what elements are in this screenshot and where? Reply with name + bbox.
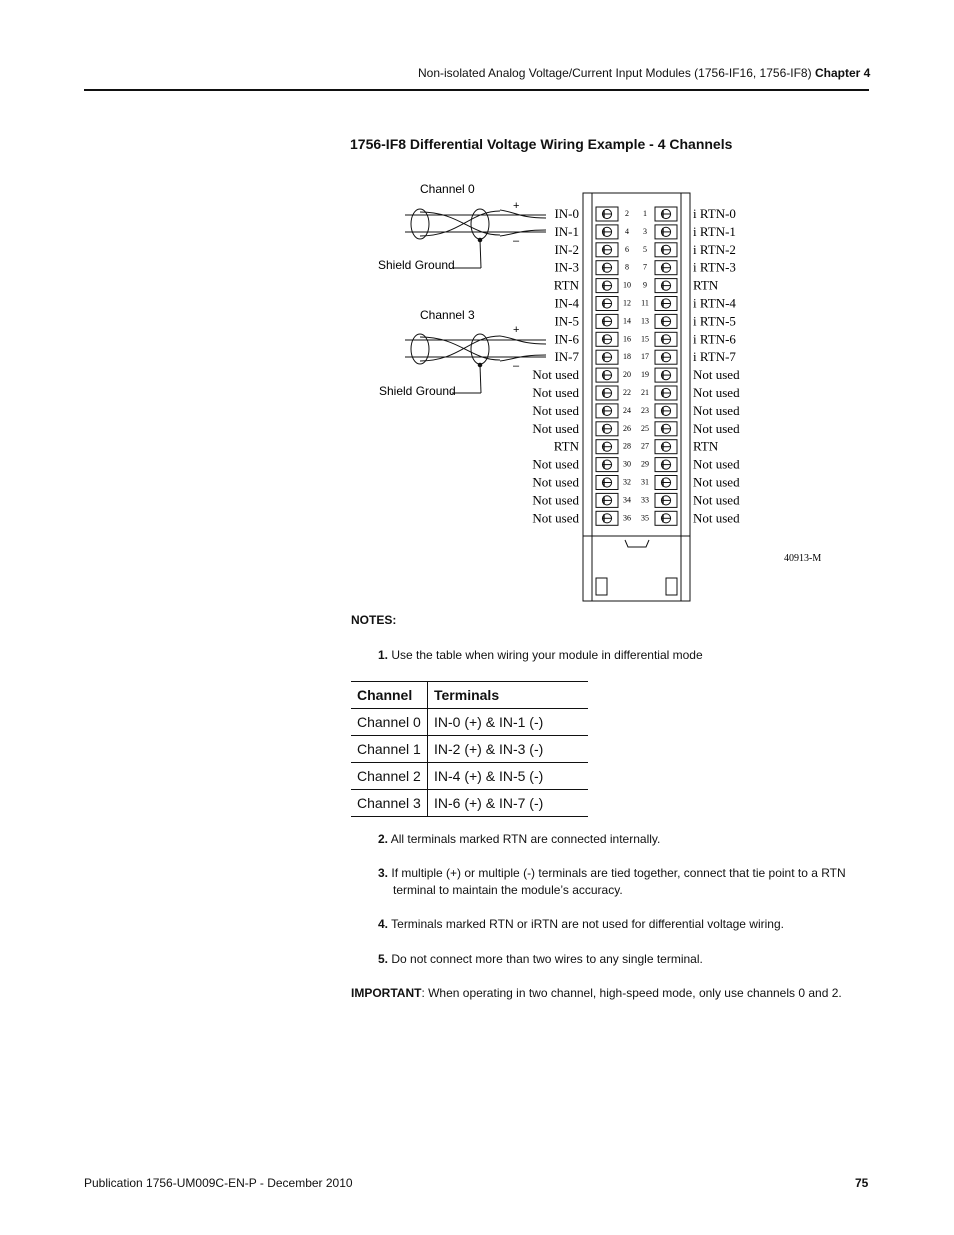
terminal-row [554,260,735,275]
note-3-number: 3. [378,866,389,880]
terminal-row [554,439,719,454]
screw-terminal-icon [655,314,677,328]
terminal-number-odd: 27 [641,441,649,451]
table-cell-channel: Channel 3 [351,790,428,817]
terminal-row [532,475,740,490]
screw-terminal-icon [596,404,618,418]
note-3-text: If multiple (+) or multiple (-) terminals are tied together, connect that tie point to a RTN terminal to maintain the module’s accuracy. [391,866,846,897]
screw-terminal-icon [655,243,677,257]
note-5-text: Do not connect more than two wires to any single terminal. [391,952,703,966]
terminal-row [532,492,740,507]
terminal-row [554,206,735,221]
terminal-number-even: 36 [623,513,631,523]
chapter-label: Chapter 4 [815,66,871,80]
screw-terminal-icon [655,458,677,472]
terminal-number-odd: 9 [643,280,647,290]
terminal-number-even: 14 [623,316,631,326]
terminal-number-even: 2 [625,209,629,218]
channel-0-label: Channel 0 [420,182,475,196]
terminal-right-label: Not used [693,420,740,436]
table-cell-channel: Channel 1 [351,736,428,763]
terminal-left-label: IN-3 [554,259,579,275]
terminal-left-label: Not used [532,456,579,472]
terminal-row [554,224,735,239]
note-4-text: Terminals marked RTN or iRTN are not used for differential voltage wiring. [391,917,784,931]
terminal-row [554,349,736,364]
terminal-row [532,403,740,418]
terminal-right-label: Not used [693,385,740,400]
table-cell-terminals: IN-6 (+) & IN-7 (-) [428,790,589,817]
table-cell-terminals: IN-2 (+) & IN-3 (-) [428,736,589,763]
screw-terminal-icon [655,207,677,221]
terminal-row [532,385,740,400]
terminal-right-label: i RTN-7 [693,349,736,365]
screw-terminal-icon [655,368,677,382]
terminal-right-label: Not used [693,474,740,490]
terminal-left-label: RTN [553,438,579,454]
table-header-row [351,682,588,709]
terminal-number-odd: 35 [641,513,649,523]
table-cell-channel: Channel 0 [351,709,428,736]
terminal-number-odd: 31 [641,477,649,487]
terminal-row [532,510,740,525]
terminal-left-label: IN-4 [554,295,579,311]
terminal-number-even: 32 [623,477,631,487]
note-4 [378,916,848,933]
terminal-row [532,367,740,382]
screw-terminal-icon [596,314,618,328]
screw-terminal-icon [655,279,677,293]
terminal-number-even: 24 [623,405,631,415]
screw-terminal-icon [596,476,618,490]
plus-sign-3: + [513,324,520,336]
note-5 [378,951,848,968]
screw-terminal-icon [596,207,618,221]
terminal-right-label: i RTN-3 [693,259,736,275]
terminal-left-label: RTN [553,277,579,293]
notes-heading: NOTES: [351,613,397,627]
screw-terminal-icon [655,350,677,364]
screw-terminal-icon [655,440,677,454]
terminal-number-odd: 7 [643,262,647,272]
terminal-number-even: 28 [623,441,631,451]
screw-terminal-icon [655,404,677,418]
channel-terminal-table [351,681,588,817]
terminal-rows [532,206,740,525]
terminal-row [554,296,736,311]
terminal-number-even: 8 [625,262,629,272]
terminal-left-label: IN-7 [554,349,579,365]
terminal-left-label: Not used [532,510,579,526]
terminal-number-odd: 33 [641,495,649,505]
terminal-number-even: 10 [623,280,631,290]
table-cell-terminals: IN-4 (+) & IN-5 (-) [428,763,589,790]
publication-footer: Publication 1756-UM009C-EN-P - December 2010 [84,1176,353,1190]
screw-terminal-icon [596,511,618,525]
terminal-right-label: Not used [693,510,740,526]
terminal-number-even: 20 [623,370,631,380]
plus-sign-0: + [513,200,520,212]
screw-terminal-icon [596,332,618,346]
terminal-number-even: 4 [625,226,629,236]
terminal-number-odd: 13 [641,316,649,326]
terminal-right-label: Not used [693,402,740,418]
terminal-block [583,193,690,601]
terminal-left-label: IN-2 [554,241,579,257]
screw-terminal-icon [596,261,618,275]
note-3 [378,865,859,899]
figure-title: 1756-IF8 Differential Voltage Wiring Example - 4 Channels [350,136,733,152]
terminal-row [554,278,719,293]
figure-id: 40913-M [784,553,822,564]
terminal-right-label: Not used [693,492,740,508]
screw-terminal-icon [596,458,618,472]
terminal-right-label: i RTN-1 [693,223,736,239]
minus-sign-0: – [513,235,520,247]
table-row [351,790,588,817]
terminal-number-odd: 29 [641,459,649,469]
minus-sign-3: – [513,360,520,372]
terminal-number-even: 6 [625,244,629,254]
table-row [351,763,588,790]
terminal-right-label: i RTN-0 [693,206,736,221]
table-cell-terminals: IN-0 (+) & IN-1 (-) [428,709,589,736]
screw-terminal-icon [655,225,677,239]
important-text: : When operating in two channel, high-speed mode, only use channels 0 and 2. [421,986,842,1000]
screw-terminal-icon [655,493,677,507]
table-row [351,736,588,763]
terminal-left-label: IN-0 [554,206,579,221]
terminal-number-odd: 15 [641,334,649,344]
screw-terminal-icon [655,332,677,346]
terminal-number-even: 22 [623,388,631,397]
terminal-number-odd: 3 [643,226,647,236]
terminal-number-odd: 23 [641,405,649,415]
important-label: IMPORTANT [351,986,422,1000]
terminal-number-even: 16 [623,334,631,344]
terminal-number-even: 34 [623,495,631,505]
terminal-right-label: i RTN-4 [693,295,736,311]
terminal-number-odd: 1 [643,209,647,218]
terminal-left-label: Not used [532,367,579,383]
screw-terminal-icon [655,386,677,400]
terminal-row [554,331,736,346]
terminal-row [532,421,740,436]
important-note [351,986,842,1000]
note-4-number: 4. [378,917,389,931]
terminal-right-label: i RTN-2 [693,241,736,257]
screw-terminal-icon [596,297,618,311]
terminal-number-odd: 5 [643,244,647,254]
screw-terminal-icon [655,511,677,525]
terminal-number-even: 12 [623,298,631,308]
terminal-row [532,457,740,472]
terminal-right-label: RTN [693,438,719,454]
terminal-number-odd: 25 [641,423,649,433]
note-2 [378,831,848,848]
note-1-text: Use the table when wiring your module in differential mode [391,648,703,662]
screw-terminal-icon [596,225,618,239]
terminal-number-odd: 17 [641,352,649,362]
screw-terminal-icon [655,261,677,275]
running-title: Non-isolated Analog Voltage/Current Input Modules (1756-IF16, 1756-IF8) [418,66,812,80]
terminal-right-label: Not used [693,367,740,383]
table-cell-channel: Channel 2 [351,763,428,790]
shield-ground-label-3: Shield Ground [379,384,456,398]
terminal-right-label: RTN [693,277,719,293]
terminal-left-label: IN-1 [554,223,579,239]
terminal-left-label: Not used [532,420,579,436]
screw-terminal-icon [655,297,677,311]
terminal-left-label: IN-5 [554,313,579,329]
terminal-right-label: Not used [693,456,740,472]
table-row [351,709,588,736]
terminal-number-even: 26 [623,423,631,433]
table-header-channel: Channel [351,682,428,709]
shield-ground-label-0: Shield Ground [378,258,455,272]
terminal-row [554,313,735,328]
screw-terminal-icon [596,279,618,293]
terminal-row [554,242,735,257]
terminal-left-label: Not used [532,492,579,508]
terminal-number-even: 18 [623,352,631,362]
note-5-number: 5. [378,952,389,966]
terminal-right-label: i RTN-5 [693,313,736,329]
terminal-number-odd: 21 [641,388,649,397]
screw-terminal-icon [596,243,618,257]
terminal-left-label: Not used [532,385,579,400]
table-header-terminals: Terminals [428,682,589,709]
screw-terminal-icon [596,493,618,507]
screw-terminal-icon [596,386,618,400]
terminal-left-label: Not used [532,402,579,418]
page-number: 75 [855,1176,869,1190]
terminal-number-even: 30 [623,459,631,469]
channel-3-label: Channel 3 [420,308,475,322]
screw-terminal-icon [596,422,618,436]
screw-terminal-icon [596,368,618,382]
screw-terminal-icon [655,476,677,490]
screw-terminal-icon [596,350,618,364]
note-1 [378,647,848,664]
terminal-left-label: Not used [532,474,579,490]
terminal-number-odd: 19 [641,370,649,380]
terminal-left-label: IN-6 [554,331,579,347]
note-1-number: 1. [378,648,389,662]
screw-terminal-icon [596,440,618,454]
screw-terminal-icon [655,422,677,436]
terminal-right-label: i RTN-6 [693,331,736,347]
note-2-number: 2. [378,832,389,846]
terminal-number-odd: 11 [641,298,649,308]
note-2-text: All terminals marked RTN are connected internally. [390,832,661,846]
